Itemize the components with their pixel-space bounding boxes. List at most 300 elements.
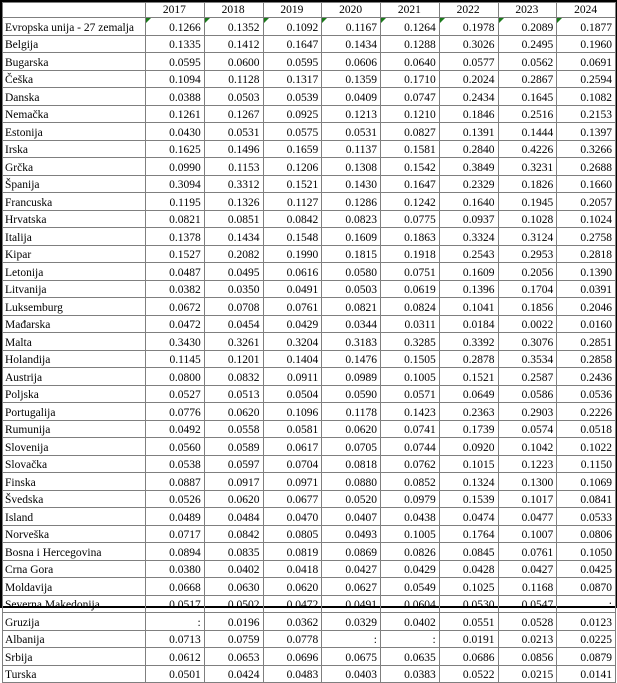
value-cell-2017[interactable]: 0.0668 — [146, 578, 205, 596]
value-cell-2020[interactable]: 0.1286 — [322, 193, 381, 211]
value-cell-2020[interactable]: 0.1213 — [322, 105, 381, 123]
country-name-cell[interactable]: Češka — [3, 70, 146, 88]
value-cell-2023[interactable]: 0.0761 — [498, 543, 557, 561]
value-cell-2017[interactable]: 0.0388 — [146, 88, 205, 106]
value-cell-2018[interactable]: 0.0597 — [204, 455, 263, 473]
value-cell-2023[interactable]: 0.0213 — [498, 630, 557, 648]
value-cell-2020[interactable]: 0.0675 — [322, 648, 381, 666]
country-name-cell[interactable]: Evropska unija - 27 zemalja — [3, 18, 146, 36]
value-cell-2019[interactable]: 0.0704 — [263, 455, 322, 473]
value-cell-2019[interactable]: 0.1647 — [263, 35, 322, 53]
value-cell-2022[interactable]: 0.1609 — [439, 263, 498, 281]
value-cell-2020[interactable]: 0.0407 — [322, 508, 381, 526]
value-cell-2023[interactable]: 0.2089 — [498, 18, 557, 36]
value-cell-2024[interactable]: 0.1397 — [557, 123, 616, 141]
value-cell-2018[interactable]: 0.0851 — [204, 210, 263, 228]
value-cell-2021[interactable]: 0.1710 — [381, 70, 440, 88]
value-cell-2017[interactable]: 0.0472 — [146, 315, 205, 333]
value-cell-2022[interactable]: 0.2363 — [439, 403, 498, 421]
value-cell-2023[interactable]: 0.1168 — [498, 578, 557, 596]
value-cell-2021[interactable]: 0.1647 — [381, 175, 440, 193]
value-cell-2017[interactable]: 0.0990 — [146, 158, 205, 176]
value-cell-2019[interactable]: 0.0971 — [263, 473, 322, 491]
value-cell-2021[interactable]: 0.0747 — [381, 88, 440, 106]
value-cell-2021[interactable]: 0.0383 — [381, 665, 440, 683]
value-cell-2020[interactable]: 0.0627 — [322, 578, 381, 596]
value-cell-2022[interactable]: 0.0937 — [439, 210, 498, 228]
value-cell-2020[interactable]: 0.0503 — [322, 280, 381, 298]
value-cell-2021[interactable]: 0.1918 — [381, 245, 440, 263]
value-cell-2022[interactable]: 0.0428 — [439, 560, 498, 578]
value-cell-2017[interactable]: 0.0894 — [146, 543, 205, 561]
value-cell-2018[interactable]: 0.0708 — [204, 298, 263, 316]
value-cell-2019[interactable]: 0.0911 — [263, 368, 322, 386]
value-cell-2019[interactable]: 0.0470 — [263, 508, 322, 526]
value-cell-2019[interactable]: 0.0418 — [263, 560, 322, 578]
value-cell-2021[interactable]: 0.1863 — [381, 228, 440, 246]
header-year-2022[interactable]: 2022 — [439, 3, 498, 18]
value-cell-2019[interactable]: 0.1127 — [263, 193, 322, 211]
value-cell-2019[interactable]: 0.0819 — [263, 543, 322, 561]
value-cell-2022[interactable]: 0.2543 — [439, 245, 498, 263]
country-name-cell[interactable]: Nemačka — [3, 105, 146, 123]
value-cell-2021[interactable]: 0.0311 — [381, 315, 440, 333]
value-cell-2017[interactable]: 0.0717 — [146, 525, 205, 543]
country-name-cell[interactable]: Hrvatska — [3, 210, 146, 228]
value-cell-2021[interactable]: 0.3285 — [381, 333, 440, 351]
value-cell-2020[interactable]: 0.0491 — [322, 595, 381, 613]
value-cell-2019[interactable]: 0.0539 — [263, 88, 322, 106]
value-cell-2023[interactable]: 0.0477 — [498, 508, 557, 526]
value-cell-2020[interactable]: 0.0821 — [322, 298, 381, 316]
value-cell-2018[interactable]: 0.1326 — [204, 193, 263, 211]
header-year-2024[interactable]: 2024 — [557, 3, 616, 18]
value-cell-2019[interactable]: 0.0504 — [263, 385, 322, 403]
country-name-cell[interactable]: Danska — [3, 88, 146, 106]
value-cell-2021[interactable]: 0.1505 — [381, 350, 440, 368]
value-cell-2024[interactable]: 0.0870 — [557, 578, 616, 596]
value-cell-2018[interactable]: 0.0842 — [204, 525, 263, 543]
value-cell-2022[interactable]: 0.3849 — [439, 158, 498, 176]
value-cell-2023[interactable]: 0.2516 — [498, 105, 557, 123]
value-cell-2017[interactable]: 0.0821 — [146, 210, 205, 228]
value-cell-2023[interactable]: 0.1300 — [498, 473, 557, 491]
value-cell-2017[interactable]: 0.1261 — [146, 105, 205, 123]
value-cell-2021[interactable]: 0.1542 — [381, 158, 440, 176]
value-cell-2017[interactable]: : — [146, 613, 205, 631]
value-cell-2022[interactable]: 0.1739 — [439, 420, 498, 438]
value-cell-2018[interactable]: 0.0502 — [204, 595, 263, 613]
header-year-2019[interactable]: 2019 — [263, 3, 322, 18]
country-name-cell[interactable]: Srbija — [3, 648, 146, 666]
value-cell-2020[interactable]: 0.0590 — [322, 385, 381, 403]
value-cell-2017[interactable]: 0.0713 — [146, 630, 205, 648]
value-cell-2023[interactable]: 0.1444 — [498, 123, 557, 141]
value-cell-2023[interactable]: 0.1017 — [498, 490, 557, 508]
value-cell-2021[interactable]: 0.1423 — [381, 403, 440, 421]
value-cell-2017[interactable]: 0.0776 — [146, 403, 205, 421]
value-cell-2017[interactable]: 0.1527 — [146, 245, 205, 263]
value-cell-2018[interactable]: 0.1201 — [204, 350, 263, 368]
value-cell-2020[interactable]: 0.1178 — [322, 403, 381, 421]
value-cell-2019[interactable]: 0.0842 — [263, 210, 322, 228]
country-name-cell[interactable]: Irska — [3, 140, 146, 158]
value-cell-2024[interactable]: 0.3266 — [557, 140, 616, 158]
value-cell-2019[interactable]: 0.0581 — [263, 420, 322, 438]
value-cell-2017[interactable]: 0.0560 — [146, 438, 205, 456]
value-cell-2017[interactable]: 0.0517 — [146, 595, 205, 613]
country-name-cell[interactable]: Holandija — [3, 350, 146, 368]
value-cell-2020[interactable]: 0.0403 — [322, 665, 381, 683]
value-cell-2017[interactable]: 0.1378 — [146, 228, 205, 246]
value-cell-2019[interactable]: 0.1206 — [263, 158, 322, 176]
value-cell-2019[interactable]: 0.0925 — [263, 105, 322, 123]
value-cell-2018[interactable]: 0.3312 — [204, 175, 263, 193]
value-cell-2017[interactable]: 0.1195 — [146, 193, 205, 211]
value-cell-2022[interactable]: 0.2840 — [439, 140, 498, 158]
value-cell-2018[interactable]: 0.2082 — [204, 245, 263, 263]
value-cell-2017[interactable]: 0.1625 — [146, 140, 205, 158]
country-name-cell[interactable]: Bosna i Hercegovina — [3, 543, 146, 561]
value-cell-2021[interactable]: 0.1581 — [381, 140, 440, 158]
value-cell-2018[interactable]: 0.0620 — [204, 403, 263, 421]
value-cell-2023[interactable]: 0.1645 — [498, 88, 557, 106]
value-cell-2018[interactable]: 0.1434 — [204, 228, 263, 246]
value-cell-2022[interactable]: 0.0845 — [439, 543, 498, 561]
value-cell-2018[interactable]: 0.0495 — [204, 263, 263, 281]
value-cell-2022[interactable]: 0.1521 — [439, 368, 498, 386]
value-cell-2023[interactable]: 0.1704 — [498, 280, 557, 298]
value-cell-2020[interactable]: 0.1359 — [322, 70, 381, 88]
country-name-cell[interactable]: Italija — [3, 228, 146, 246]
value-cell-2020[interactable]: 0.3183 — [322, 333, 381, 351]
country-name-cell[interactable]: Francuska — [3, 193, 146, 211]
value-cell-2020[interactable]: 0.1434 — [322, 35, 381, 53]
value-cell-2022[interactable]: 0.0577 — [439, 53, 498, 71]
value-cell-2022[interactable]: 0.1391 — [439, 123, 498, 141]
country-name-cell[interactable]: Grčka — [3, 158, 146, 176]
value-cell-2021[interactable]: 0.0640 — [381, 53, 440, 71]
value-cell-2018[interactable]: 0.0832 — [204, 368, 263, 386]
country-name-cell[interactable]: Turska — [3, 665, 146, 683]
value-cell-2020[interactable]: 0.1308 — [322, 158, 381, 176]
value-cell-2022[interactable]: 0.0551 — [439, 613, 498, 631]
country-name-cell[interactable]: Poljska — [3, 385, 146, 403]
value-cell-2024[interactable]: 0.1069 — [557, 473, 616, 491]
value-cell-2023[interactable]: 0.2587 — [498, 368, 557, 386]
value-cell-2017[interactable]: 0.0672 — [146, 298, 205, 316]
value-cell-2017[interactable]: 0.1094 — [146, 70, 205, 88]
value-cell-2017[interactable]: 0.1335 — [146, 35, 205, 53]
value-cell-2020[interactable]: 0.0531 — [322, 123, 381, 141]
country-name-cell[interactable]: Portugalija — [3, 403, 146, 421]
value-cell-2022[interactable]: 0.1539 — [439, 490, 498, 508]
value-cell-2017[interactable]: 0.0595 — [146, 53, 205, 71]
country-name-cell[interactable]: Island — [3, 508, 146, 526]
value-cell-2017[interactable]: 0.0489 — [146, 508, 205, 526]
value-cell-2018[interactable]: 0.0503 — [204, 88, 263, 106]
country-name-cell[interactable]: Albanija — [3, 630, 146, 648]
value-cell-2022[interactable]: 0.0474 — [439, 508, 498, 526]
value-cell-2024[interactable]: 0.1024 — [557, 210, 616, 228]
value-cell-2024[interactable]: 0.1877 — [557, 18, 616, 36]
value-cell-2021[interactable]: 0.0762 — [381, 455, 440, 473]
country-name-cell[interactable]: Luksemburg — [3, 298, 146, 316]
value-cell-2024[interactable]: 0.2851 — [557, 333, 616, 351]
value-cell-2018[interactable]: 0.1128 — [204, 70, 263, 88]
value-cell-2021[interactable]: 0.0744 — [381, 438, 440, 456]
value-cell-2019[interactable]: 0.0696 — [263, 648, 322, 666]
value-cell-2018[interactable]: 0.0653 — [204, 648, 263, 666]
value-cell-2020[interactable]: 0.0880 — [322, 473, 381, 491]
value-cell-2024[interactable]: 0.2436 — [557, 368, 616, 386]
value-cell-2023[interactable]: 0.0022 — [498, 315, 557, 333]
value-cell-2020[interactable]: 0.0427 — [322, 560, 381, 578]
value-cell-2022[interactable]: 0.0184 — [439, 315, 498, 333]
value-cell-2024[interactable]: 0.2594 — [557, 70, 616, 88]
value-cell-2019[interactable]: 0.0362 — [263, 613, 322, 631]
value-cell-2021[interactable]: 0.0775 — [381, 210, 440, 228]
value-cell-2021[interactable]: 0.1005 — [381, 525, 440, 543]
value-cell-2021[interactable]: 0.1005 — [381, 368, 440, 386]
value-cell-2020[interactable]: 0.0580 — [322, 263, 381, 281]
value-cell-2018[interactable]: 0.1496 — [204, 140, 263, 158]
value-cell-2017[interactable]: 0.0527 — [146, 385, 205, 403]
value-cell-2024[interactable]: 0.1660 — [557, 175, 616, 193]
value-cell-2023[interactable]: 0.0586 — [498, 385, 557, 403]
value-cell-2018[interactable]: 0.0484 — [204, 508, 263, 526]
value-cell-2023[interactable]: 0.1223 — [498, 455, 557, 473]
value-cell-2024[interactable]: 0.0123 — [557, 613, 616, 631]
value-cell-2020[interactable]: 0.0869 — [322, 543, 381, 561]
value-cell-2023[interactable]: 0.3124 — [498, 228, 557, 246]
value-cell-2017[interactable]: 0.0487 — [146, 263, 205, 281]
value-cell-2019[interactable]: 0.1990 — [263, 245, 322, 263]
value-cell-2023[interactable]: 0.2056 — [498, 263, 557, 281]
header-year-2017[interactable]: 2017 — [146, 3, 205, 18]
value-cell-2023[interactable]: 0.0528 — [498, 613, 557, 631]
value-cell-2022[interactable]: 0.1015 — [439, 455, 498, 473]
value-cell-2020[interactable]: 0.1476 — [322, 350, 381, 368]
value-cell-2024[interactable]: 0.1022 — [557, 438, 616, 456]
value-cell-2024[interactable]: 0.2226 — [557, 403, 616, 421]
value-cell-2020[interactable]: 0.1167 — [322, 18, 381, 36]
header-year-2018[interactable]: 2018 — [204, 3, 263, 18]
value-cell-2024[interactable]: 0.1150 — [557, 455, 616, 473]
value-cell-2022[interactable]: 0.1041 — [439, 298, 498, 316]
value-cell-2020[interactable]: 0.0520 — [322, 490, 381, 508]
value-cell-2020[interactable]: 0.0989 — [322, 368, 381, 386]
value-cell-2017[interactable]: 0.3094 — [146, 175, 205, 193]
value-cell-2024[interactable]: 0.0536 — [557, 385, 616, 403]
value-cell-2022[interactable]: 0.1978 — [439, 18, 498, 36]
value-cell-2021[interactable]: 0.0438 — [381, 508, 440, 526]
value-cell-2023[interactable]: 0.3076 — [498, 333, 557, 351]
value-cell-2022[interactable]: 0.0530 — [439, 595, 498, 613]
value-cell-2019[interactable]: 0.1092 — [263, 18, 322, 36]
value-cell-2024[interactable]: 0.1390 — [557, 263, 616, 281]
value-cell-2021[interactable]: 0.0549 — [381, 578, 440, 596]
value-cell-2018[interactable]: 0.0454 — [204, 315, 263, 333]
country-name-cell[interactable]: Rumunija — [3, 420, 146, 438]
header-year-2021[interactable]: 2021 — [381, 3, 440, 18]
value-cell-2024[interactable]: 0.2057 — [557, 193, 616, 211]
country-name-cell[interactable]: Estonija — [3, 123, 146, 141]
value-cell-2022[interactable]: 0.0191 — [439, 630, 498, 648]
value-cell-2023[interactable]: 0.1856 — [498, 298, 557, 316]
value-cell-2022[interactable]: 0.3324 — [439, 228, 498, 246]
value-cell-2020[interactable]: 0.0329 — [322, 613, 381, 631]
country-name-cell[interactable]: Severna Makedonija — [3, 595, 146, 613]
value-cell-2024[interactable]: : — [557, 595, 616, 613]
value-cell-2024[interactable]: 0.0691 — [557, 53, 616, 71]
value-cell-2019[interactable]: 0.0616 — [263, 263, 322, 281]
value-cell-2019[interactable]: 0.0677 — [263, 490, 322, 508]
country-name-cell[interactable]: Crna Gora — [3, 560, 146, 578]
value-cell-2018[interactable]: 0.0196 — [204, 613, 263, 631]
country-name-cell[interactable]: Bugarska — [3, 53, 146, 71]
value-cell-2024[interactable]: 0.2688 — [557, 158, 616, 176]
value-cell-2019[interactable]: 0.0761 — [263, 298, 322, 316]
country-name-cell[interactable]: Letonija — [3, 263, 146, 281]
value-cell-2022[interactable]: 0.0920 — [439, 438, 498, 456]
value-cell-2019[interactable]: 0.1317 — [263, 70, 322, 88]
value-cell-2018[interactable]: 0.0835 — [204, 543, 263, 561]
value-cell-2023[interactable]: 0.0562 — [498, 53, 557, 71]
value-cell-2022[interactable]: 0.0649 — [439, 385, 498, 403]
value-cell-2023[interactable]: 0.0547 — [498, 595, 557, 613]
value-cell-2022[interactable]: 0.2434 — [439, 88, 498, 106]
value-cell-2020[interactable]: : — [322, 630, 381, 648]
value-cell-2018[interactable]: 0.0917 — [204, 473, 263, 491]
value-cell-2019[interactable]: 0.0595 — [263, 53, 322, 71]
value-cell-2019[interactable]: 0.1659 — [263, 140, 322, 158]
value-cell-2019[interactable]: 0.0805 — [263, 525, 322, 543]
value-cell-2020[interactable]: 0.0409 — [322, 88, 381, 106]
value-cell-2018[interactable]: 0.0402 — [204, 560, 263, 578]
value-cell-2024[interactable]: 0.0160 — [557, 315, 616, 333]
value-cell-2017[interactable]: 0.0501 — [146, 665, 205, 683]
country-name-cell[interactable]: Austrija — [3, 368, 146, 386]
value-cell-2021[interactable]: 0.0619 — [381, 280, 440, 298]
value-cell-2023[interactable]: 0.0215 — [498, 665, 557, 683]
country-name-cell[interactable]: Litvanija — [3, 280, 146, 298]
value-cell-2019[interactable]: 0.0429 — [263, 315, 322, 333]
value-cell-2018[interactable]: 0.1412 — [204, 35, 263, 53]
value-cell-2018[interactable]: 0.0350 — [204, 280, 263, 298]
value-cell-2022[interactable]: 0.2878 — [439, 350, 498, 368]
value-cell-2024[interactable]: 0.1960 — [557, 35, 616, 53]
value-cell-2024[interactable]: 0.0225 — [557, 630, 616, 648]
value-cell-2019[interactable]: 0.1521 — [263, 175, 322, 193]
value-cell-2018[interactable]: 0.0513 — [204, 385, 263, 403]
value-cell-2022[interactable]: 0.0522 — [439, 665, 498, 683]
value-cell-2024[interactable]: 0.0806 — [557, 525, 616, 543]
value-cell-2022[interactable]: 0.3026 — [439, 35, 498, 53]
value-cell-2017[interactable]: 0.0612 — [146, 648, 205, 666]
value-cell-2022[interactable]: 0.2024 — [439, 70, 498, 88]
country-name-cell[interactable]: Belgija — [3, 35, 146, 53]
value-cell-2019[interactable]: 0.0575 — [263, 123, 322, 141]
value-cell-2024[interactable]: 0.0391 — [557, 280, 616, 298]
value-cell-2021[interactable]: 0.0751 — [381, 263, 440, 281]
value-cell-2023[interactable]: 0.2867 — [498, 70, 557, 88]
value-cell-2024[interactable]: 0.1050 — [557, 543, 616, 561]
value-cell-2019[interactable]: 0.0483 — [263, 665, 322, 683]
value-cell-2023[interactable]: 0.0574 — [498, 420, 557, 438]
country-name-cell[interactable]: Mađarska — [3, 315, 146, 333]
value-cell-2017[interactable]: 0.1145 — [146, 350, 205, 368]
value-cell-2020[interactable]: 0.0705 — [322, 438, 381, 456]
value-cell-2018[interactable]: 0.0630 — [204, 578, 263, 596]
value-cell-2022[interactable]: 0.3392 — [439, 333, 498, 351]
value-cell-2021[interactable]: 0.1242 — [381, 193, 440, 211]
value-cell-2024[interactable]: 0.2858 — [557, 350, 616, 368]
country-name-cell[interactable]: Slovenija — [3, 438, 146, 456]
value-cell-2023[interactable]: 0.2903 — [498, 403, 557, 421]
value-cell-2023[interactable]: 0.1007 — [498, 525, 557, 543]
value-cell-2024[interactable]: 0.0533 — [557, 508, 616, 526]
value-cell-2018[interactable]: 0.0558 — [204, 420, 263, 438]
country-name-cell[interactable]: Slovačka — [3, 455, 146, 473]
value-cell-2024[interactable]: 0.2046 — [557, 298, 616, 316]
value-cell-2020[interactable]: 0.0344 — [322, 315, 381, 333]
value-cell-2021[interactable]: 0.0429 — [381, 560, 440, 578]
value-cell-2021[interactable]: 0.1264 — [381, 18, 440, 36]
value-cell-2023[interactable]: 0.1826 — [498, 175, 557, 193]
value-cell-2021[interactable]: 0.0827 — [381, 123, 440, 141]
value-cell-2018[interactable]: 0.3261 — [204, 333, 263, 351]
value-cell-2022[interactable]: 0.1764 — [439, 525, 498, 543]
value-cell-2023[interactable]: 0.0427 — [498, 560, 557, 578]
value-cell-2021[interactable]: 0.0979 — [381, 490, 440, 508]
value-cell-2020[interactable]: 0.0606 — [322, 53, 381, 71]
country-name-cell[interactable]: Kipar — [3, 245, 146, 263]
value-cell-2021[interactable]: 0.1210 — [381, 105, 440, 123]
value-cell-2019[interactable]: 0.0620 — [263, 578, 322, 596]
value-cell-2022[interactable]: 0.1846 — [439, 105, 498, 123]
value-cell-2023[interactable]: 0.3534 — [498, 350, 557, 368]
value-cell-2021[interactable]: 0.0824 — [381, 298, 440, 316]
value-cell-2020[interactable]: 0.1609 — [322, 228, 381, 246]
value-cell-2018[interactable]: 0.1352 — [204, 18, 263, 36]
value-cell-2021[interactable]: 0.0852 — [381, 473, 440, 491]
value-cell-2021[interactable]: 0.0604 — [381, 595, 440, 613]
value-cell-2018[interactable]: 0.0424 — [204, 665, 263, 683]
value-cell-2020[interactable]: 0.1815 — [322, 245, 381, 263]
country-name-cell[interactable]: Malta — [3, 333, 146, 351]
value-cell-2017[interactable]: 0.0430 — [146, 123, 205, 141]
value-cell-2022[interactable]: 0.1396 — [439, 280, 498, 298]
country-name-cell[interactable]: Španija — [3, 175, 146, 193]
value-cell-2017[interactable]: 0.0492 — [146, 420, 205, 438]
header-corner-cell[interactable] — [3, 3, 146, 18]
value-cell-2020[interactable]: 0.0620 — [322, 420, 381, 438]
value-cell-2019[interactable]: 0.0472 — [263, 595, 322, 613]
value-cell-2018[interactable]: 0.0600 — [204, 53, 263, 71]
value-cell-2023[interactable]: 0.1945 — [498, 193, 557, 211]
value-cell-2019[interactable]: 0.3204 — [263, 333, 322, 351]
value-cell-2021[interactable]: 0.0635 — [381, 648, 440, 666]
value-cell-2021[interactable]: 0.0826 — [381, 543, 440, 561]
value-cell-2020[interactable]: 0.1430 — [322, 175, 381, 193]
value-cell-2017[interactable]: 0.0380 — [146, 560, 205, 578]
value-cell-2024[interactable]: 0.1082 — [557, 88, 616, 106]
country-name-cell[interactable]: Gruzija — [3, 613, 146, 631]
value-cell-2019[interactable]: 0.1404 — [263, 350, 322, 368]
value-cell-2021[interactable]: 0.0402 — [381, 613, 440, 631]
value-cell-2018[interactable]: 0.0759 — [204, 630, 263, 648]
